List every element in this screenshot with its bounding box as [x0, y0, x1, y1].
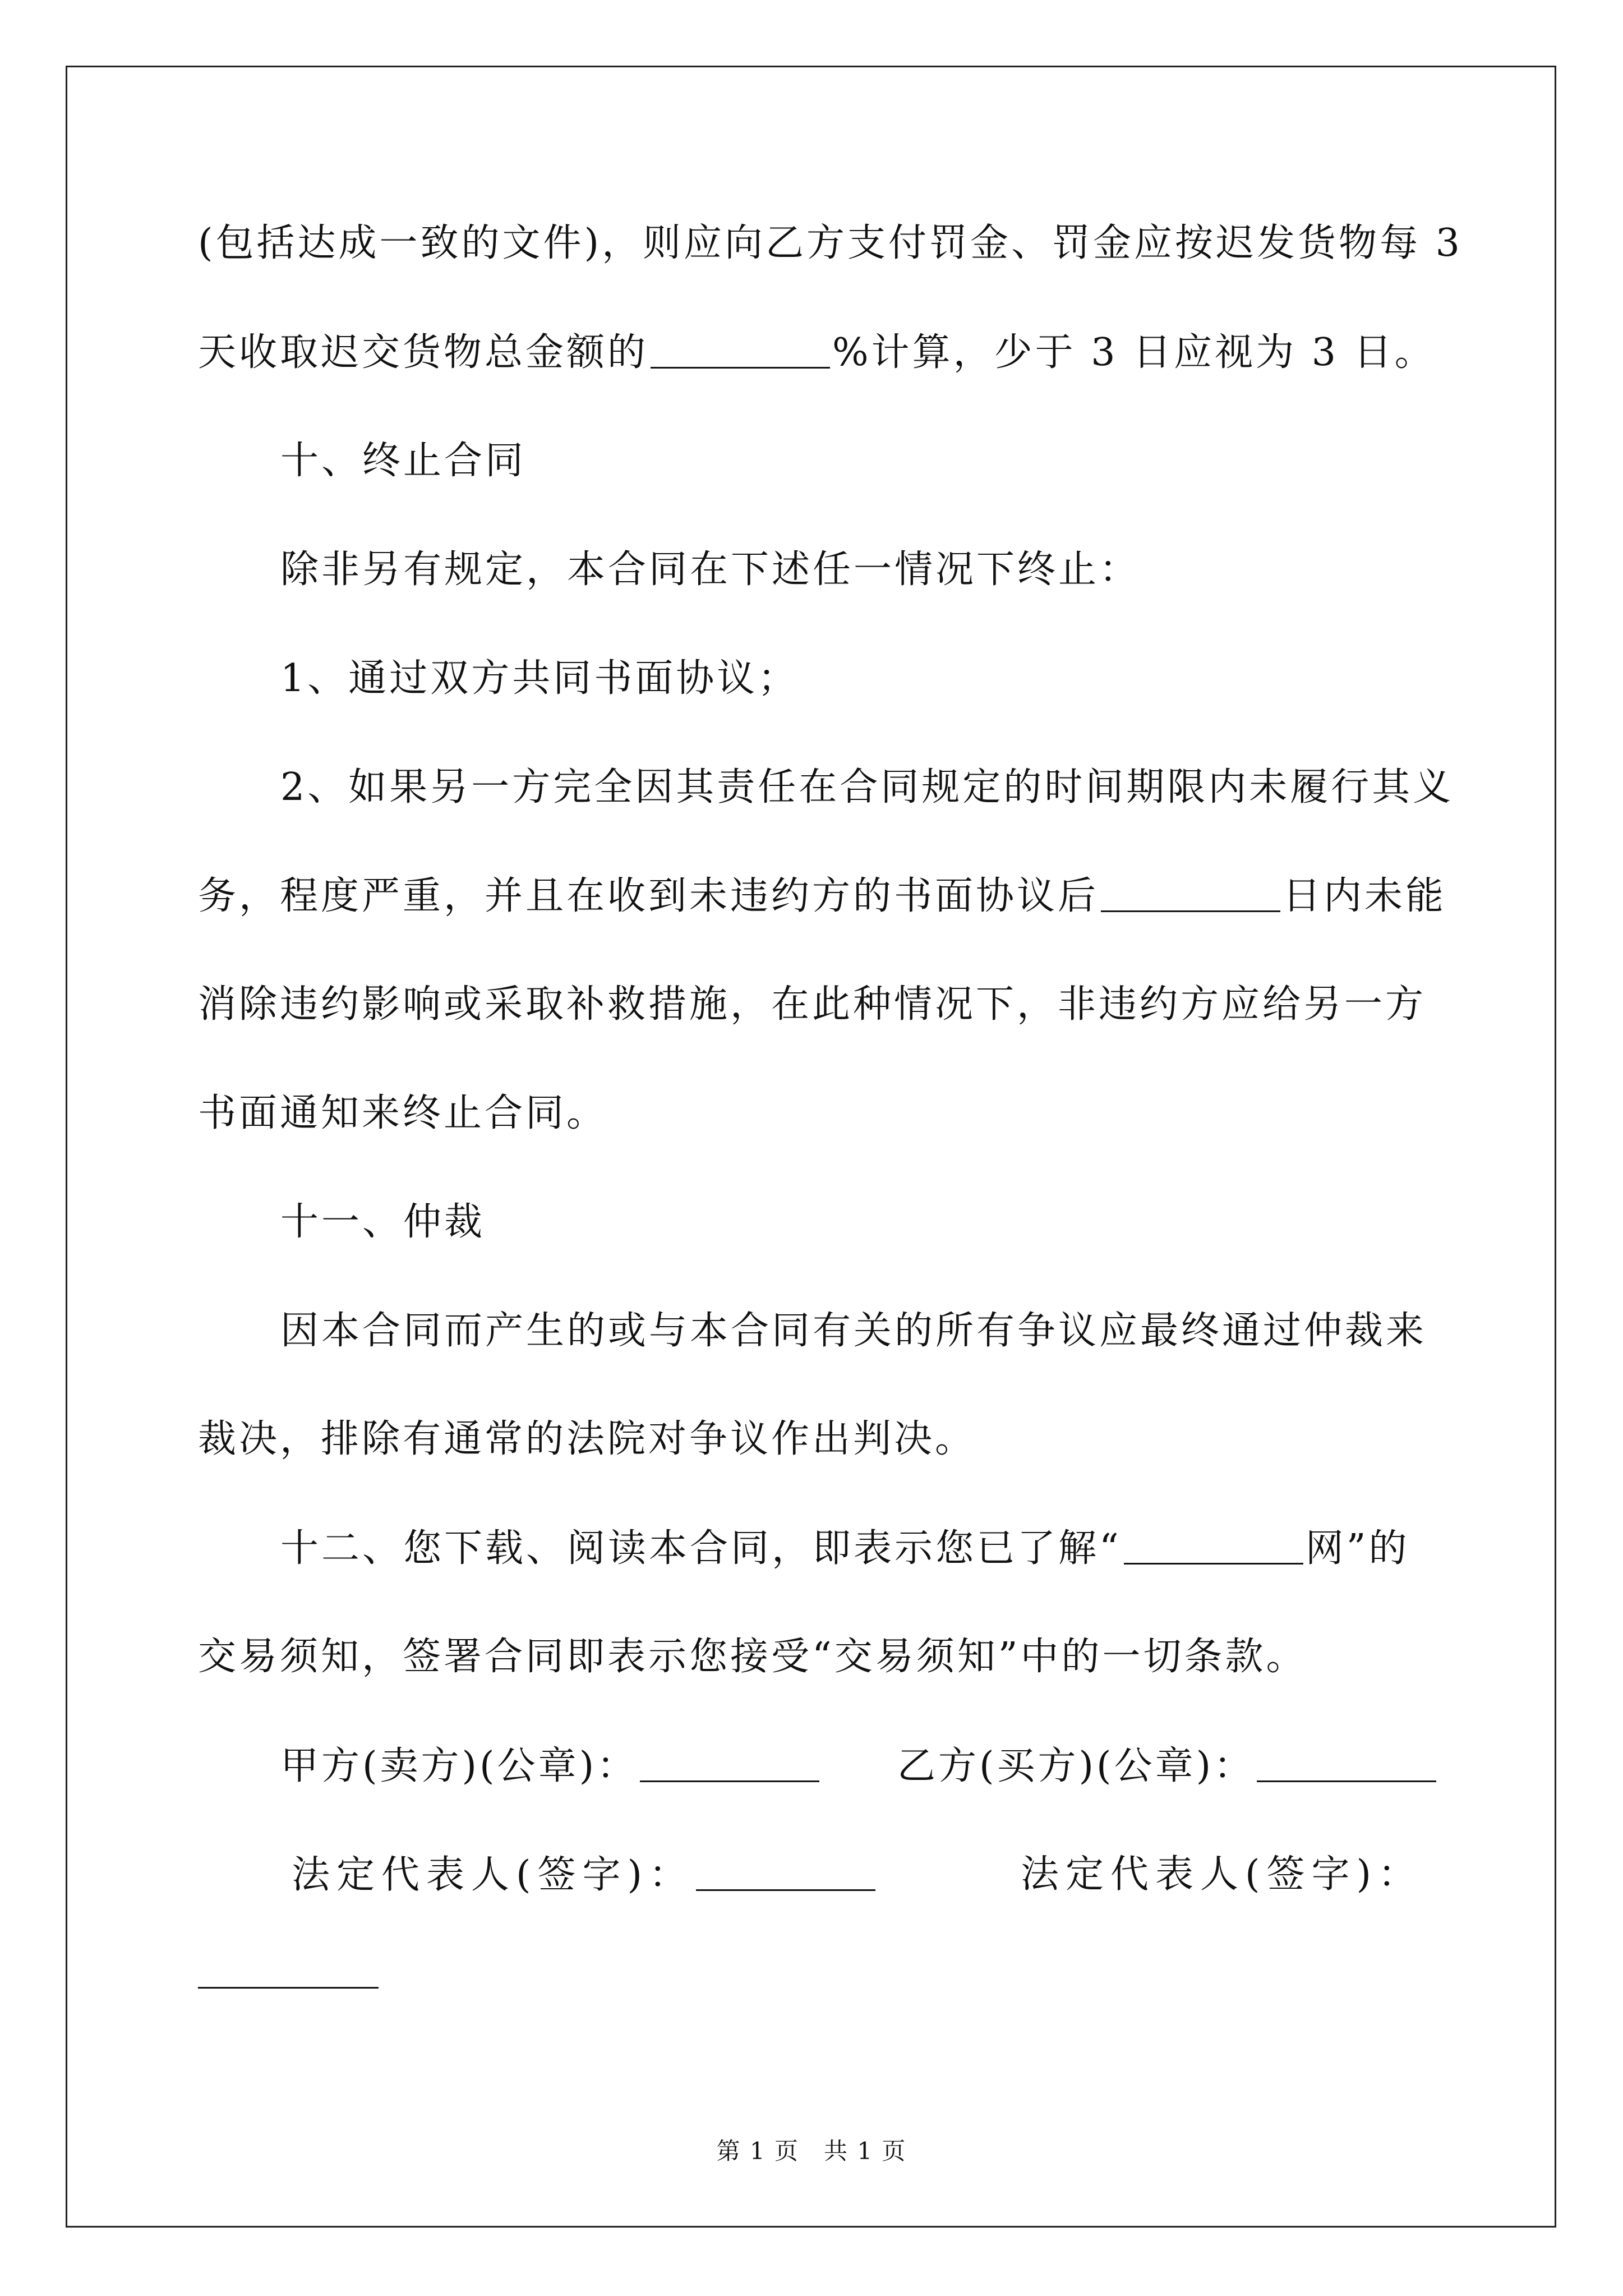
text-line: (包括达成一致的文件)，则应向乙方支付罚金、罚金应按迟发货物每 3: [198, 221, 1463, 265]
blank-field: [651, 333, 830, 369]
text-fragment: 天收取迟交货物总金额的: [198, 330, 649, 375]
text-line: 除非另有规定，本合同在下述任一情况下终止：: [280, 547, 1141, 592]
section-heading: 十、终止合同: [280, 439, 527, 483]
blank-field: [640, 1747, 819, 1782]
blank-field: [696, 1856, 875, 1891]
text-line: 交易须知，签署合同即表示您接受“交易须知”中的一切条款。: [198, 1635, 1307, 1679]
blank-field: [198, 1985, 379, 1989]
text-fragment: %计算，少于 3 日应视为 3 日。: [832, 330, 1436, 375]
section-heading: 十一、仲裁: [280, 1200, 486, 1244]
signature-line-party-b: [897, 1744, 1438, 1788]
representative-line-a: [292, 1853, 878, 1897]
text-fragment: 网”的: [1305, 1526, 1410, 1571]
text-line: 2、如果另一方完全因其责任在合同规定的时间期限内未履行其义: [280, 765, 1454, 809]
representative-a-label: 法定代表人(签字)：: [292, 1853, 694, 1897]
text-fragment: 十二、您下载、阅读本合同，即表示您已了解“: [280, 1526, 1122, 1571]
text-line: [280, 1526, 1410, 1571]
party-b-seal-label: 乙方(买方)(公章)：: [897, 1744, 1255, 1788]
text-line: 裁决，排除有通常的法院对争议作出判决。: [198, 1417, 976, 1461]
text-line: [198, 874, 1447, 918]
text-line: [198, 330, 1436, 375]
representative-line-b: [1021, 1852, 1423, 1897]
text-line: 1、通过双方共同书面协议；: [280, 656, 799, 701]
text-line: 消除违约影响或采取补救措施，在此种情况下，非违约方应给另一方: [198, 982, 1427, 1027]
party-a-seal-label: 甲方(卖方)(公章)：: [280, 1744, 638, 1788]
page-border: [66, 66, 1556, 2228]
text-fragment: 日内未能: [1283, 874, 1447, 918]
blank-field: [1257, 1747, 1436, 1782]
representative-b-label: 法定代表人(签字)：: [1021, 1852, 1423, 1897]
signature-line-party-a: [280, 1744, 822, 1788]
blank-field: [1124, 1529, 1303, 1565]
page-footer: 第 1 页 共 1 页: [716, 2137, 907, 2165]
blank-field: [1101, 877, 1280, 912]
text-line: 书面通知来终止合同。: [198, 1091, 608, 1135]
text-fragment: 务，程度严重，并且在收到未违约方的书面协议后: [198, 874, 1099, 918]
text-line: 因本合同而产生的或与本合同有关的所有争议应最终通过仲裁来: [280, 1309, 1427, 1353]
